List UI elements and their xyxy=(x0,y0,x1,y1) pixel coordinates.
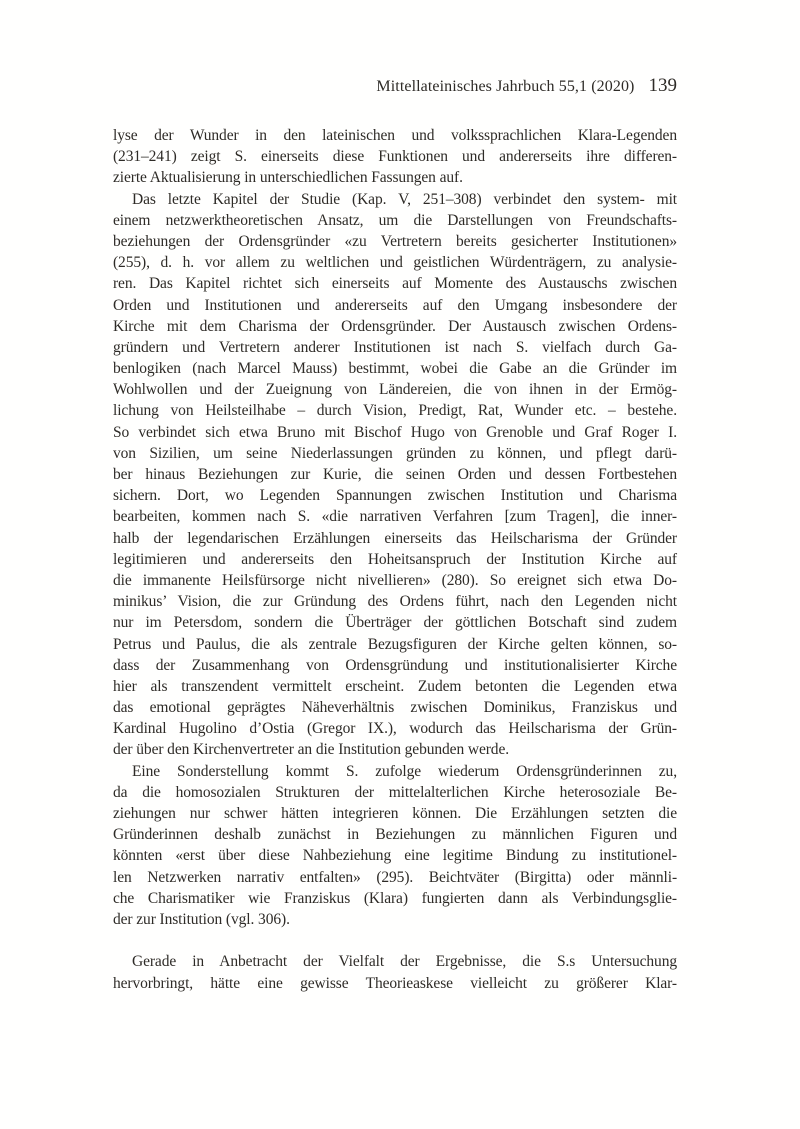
paragraph xyxy=(113,189,677,761)
text-line: von Sizilien, um seine Niederlassungen gründen zu können, und pflegt darü- xyxy=(113,444,677,462)
text-line: Das letzte Kapitel der Studie (Kap. V, 251–308) verbindet den system- mit xyxy=(132,190,677,208)
text-line: sichern. Dort, wo Legenden Spannungen zwischen Institution und Charisma xyxy=(113,487,677,505)
running-head xyxy=(113,74,677,99)
text-line: lyse der Wunder in den lateinischen und volkssprachlichen Klara-Legenden xyxy=(113,127,677,144)
text-line: das emotional geprägtes Näheverhältnis zwischen Dominikus, Franziskus und xyxy=(113,699,677,717)
text-line: So verbindet sich etwa Bruno mit Bischof Hugo von Grenoble und Graf Roger I. xyxy=(113,423,677,441)
text-line: einem netzwerktheoretischen Ansatz, um die Darstellungen von Freundschafts- xyxy=(113,211,677,229)
text-line: benlogiken (nach Marcel Mauss) bestimmt, wobei die Gabe an die Gründer im xyxy=(113,360,677,378)
journal-title: Mittellateinisches Jahrbuch 55,1 (2020) xyxy=(376,78,635,95)
text-line: len Netzwerken narrativ entfalten» (295). Beichtväter (Birgitta) oder männli- xyxy=(113,868,677,886)
text-line: die immanente Heilsfürsorge nicht nivellieren» (280). So ereignet sich etwa Do- xyxy=(113,571,677,589)
text-line: nur im Petersdom, sondern die Überträger der göttlichen Botschaft sind zudem xyxy=(113,614,677,632)
text-line: gründern und Vertretern anderer Institutionen ist nach S. vielfach durch Ga- xyxy=(113,338,677,356)
text-line: Kirche mit dem Charisma der Ordensgründer. Der Austausch zwischen Ordens- xyxy=(113,317,677,335)
text-line: da die homosozialen Strukturen der mittelalterlichen Kirche heterosoziale Be- xyxy=(113,783,677,801)
text-line: Eine Sonderstellung kommt S. zufolge wiederum Ordensgründerinnen zu, xyxy=(132,762,677,780)
text-line: Orden und Institutionen und andererseits auf den Umgang insbesondere der xyxy=(113,296,677,314)
text-line: Wohlwollen und der Zueignung von Ländereien, die von ihnen in der Ermög- xyxy=(113,381,677,399)
text-line: hervorbringt, hätte eine gewisse Theorieaskese vielleicht zu größerer Klar- xyxy=(113,974,677,992)
text-column xyxy=(113,125,677,994)
page-number: 139 xyxy=(648,75,677,96)
text-line: ziehungen nur schwer hätten integrieren können. Die Erzählungen setzten die xyxy=(113,805,677,822)
paragraph xyxy=(113,125,677,189)
text-line: (255), d. h. vor allem zu weltlichen und geistlichen Würdenträgern, zu analysie- xyxy=(113,254,677,272)
text-line: minikus’ Vision, die zur Gründung des Ordens führt, nach den Legenden nicht xyxy=(113,593,677,611)
text-line: hier als transzendent vermittelt erscheint. Zudem betonten die Legenden etwa xyxy=(113,677,677,695)
text-line: halb der legendarischen Erzählungen einerseits das Heilscharisma der Gründer xyxy=(113,529,677,547)
text-line: beziehungen der Ordensgründer «zu Vertretern bereits gesicherter Institutionen» xyxy=(113,232,677,250)
text-line: Gründerinnen deshalb zunächst in Beziehungen zu männlichen Figuren und xyxy=(113,826,677,844)
text-line: bearbeiten, kommen nach S. «die narrativen Verfahren [zum Tragen], die inner- xyxy=(113,508,677,526)
text-line: zierte Aktualisierung in unterschiedlichen Fassungen auf. xyxy=(113,169,463,187)
text-line: der zur Institution (vgl. 306). xyxy=(113,910,290,928)
text-line: könnten «erst über diese Nahbeziehung eine legitime Bindung zu institutionel- xyxy=(113,847,677,865)
text-line: lichung von Heilsteilhabe – durch Vision, Predigt, Rat, Wunder etc. – bestehe. xyxy=(113,402,677,420)
text-line: der über den Kirchenvertreter an die Institution gebunden werde. xyxy=(113,741,510,759)
text-line: legitimieren und andererseits den Hoheitsanspruch der Institution Kirche auf xyxy=(113,550,677,568)
text-line: Kardinal Hugolino d’Ostia (Gregor IX.), wodurch das Heilscharisma der Grün- xyxy=(113,720,677,738)
text-line: Gerade in Anbetracht der Vielfalt der Ergebnisse, die S.s Untersuchung xyxy=(132,953,677,971)
paragraph xyxy=(113,761,677,931)
text-line: ber hinaus Beziehungen zur Kurie, die seinen Orden und dessen Fortbestehen xyxy=(113,466,677,483)
text-line: (231–241) zeigt S. einerseits diese Funktionen und andererseits ihre differen- xyxy=(113,148,677,166)
text-line: dass der Zusammenhang von Ordensgründung und institutionalisierter Kirche xyxy=(113,656,677,674)
text-line: Petrus und Paulus, die als zentrale Bezugsfiguren der Kirche gelten können, so- xyxy=(113,635,677,653)
text-line: che Charismatiker wie Franziskus (Klara) fungierten dann als Verbindungsglie- xyxy=(113,889,677,907)
text-line: ren. Das Kapitel richtet sich einerseits auf Momente des Austauschs zwischen xyxy=(113,275,677,293)
paragraph xyxy=(113,951,677,993)
